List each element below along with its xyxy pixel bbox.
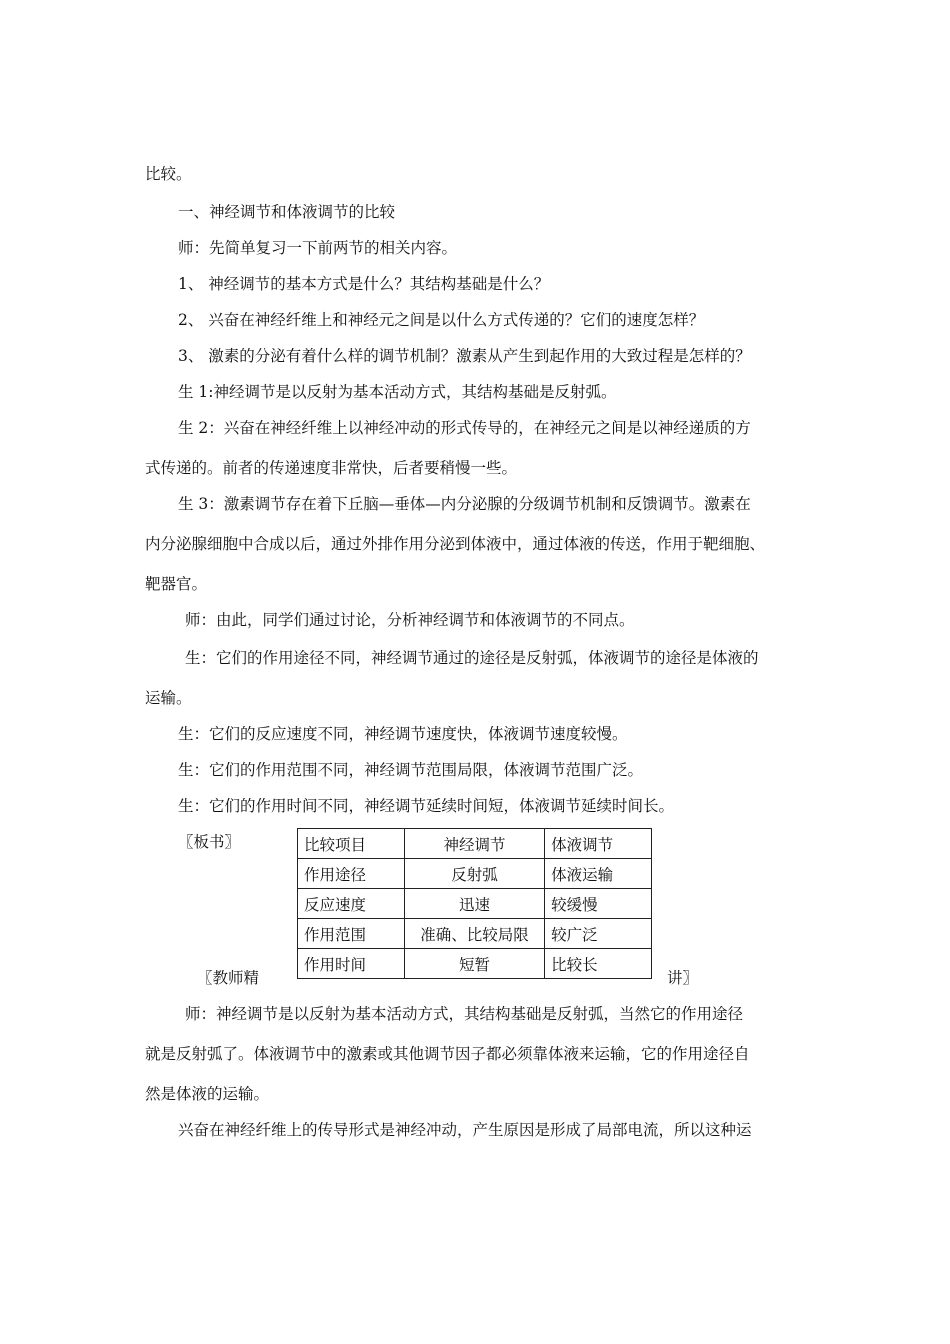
table-row (298, 949, 652, 979)
paragraph-line: 师：先简单复习一下前两节的相关内容。 (178, 239, 458, 257)
student-answer-speed: 生：它们的反应速度不同，神经调节速度快，体液调节速度较慢。 (178, 725, 628, 743)
teacher-label-left: 〖教师精 (197, 969, 260, 987)
answer-2-line-2: 式传递的。前者的传递速度非常快，后者要稍慢一些。 (145, 459, 518, 477)
teacher-explanation-line-1: 师：神经调节是以反射为基本活动方式，其结构基础是反射弧，当然它的作用途径 (185, 1005, 744, 1023)
comparison-table (297, 828, 652, 979)
teacher-explanation-line-4: 兴奋在神经纤维上的传导形式是神经冲动，产生原因是形成了局部电流，所以这种运 (178, 1121, 752, 1139)
answer-3-line-2: 内分泌腺细胞中合成以后，通过外排作用分泌到体液中，通过体液的传送，作用于靶细胞、 (145, 535, 766, 553)
question-2: 2、 兴奋在神经纤维上和神经元之间是以什么方式传递的？它们的速度怎样？ (178, 311, 705, 329)
table-cell: 短暂 (404, 949, 544, 979)
table-cell: 反应速度 (298, 889, 405, 919)
table-cell: 作用时间 (298, 949, 405, 979)
student-answer-time: 生：它们的作用时间不同，神经调节延续时间短，体液调节延续时间长。 (178, 797, 675, 815)
table-cell: 体液调节 (545, 829, 652, 859)
section-heading: 一、神经调节和体液调节的比较 (178, 203, 396, 221)
table-cell: 比较项目 (298, 829, 405, 859)
student-answer-path-line-2: 运输。 (145, 689, 192, 707)
table-cell: 反射弧 (404, 859, 544, 889)
board-label: 〖板书〗 (178, 833, 241, 851)
table-cell: 较缓慢 (545, 889, 652, 919)
table-cell: 较广泛 (545, 919, 652, 949)
table-row (298, 919, 652, 949)
answer-3-line-3: 靶器官。 (145, 575, 208, 593)
table-cell: 准确、比较局限 (404, 919, 544, 949)
table-row (298, 829, 652, 859)
answer-2-line-1: 生 2：兴奋在神经纤维上以神经冲动的形式传导的，在神经元之间是以神经递质的方 (178, 419, 751, 437)
table-cell: 神经调节 (404, 829, 544, 859)
teacher-explanation-line-3: 然是体液的运输。 (145, 1085, 270, 1103)
teacher-prompt: 师：由此，同学们通过讨论，分析神经调节和体液调节的不同点。 (185, 611, 635, 629)
table-row (298, 859, 652, 889)
answer-1: 生 1:神经调节是以反射为基本活动方式，其结构基础是反射弧。 (178, 383, 617, 401)
paragraph-line: 比较。 (145, 165, 192, 183)
table-cell: 体液运输 (545, 859, 652, 889)
table-row (298, 889, 652, 919)
table-cell: 作用途径 (298, 859, 405, 889)
question-1: 1、 神经调节的基本方式是什么？其结构基础是什么？ (178, 275, 550, 293)
student-answer-path-line-1: 生：它们的作用途径不同，神经调节通过的途径是反射弧，体液调节的途径是体液的 (185, 649, 759, 667)
teacher-explanation-line-2: 就是反射弧了。体液调节中的激素或其他调节因子都必须靠体液来运输，它的作用途径自 (145, 1045, 750, 1063)
student-answer-range: 生：它们的作用范围不同，神经调节范围局限，体液调节范围广泛。 (178, 761, 644, 779)
question-3: 3、 激素的分泌有着什么样的调节机制？激素从产生到起作用的大致过程是怎样的？ (178, 347, 751, 365)
table-cell: 比较长 (545, 949, 652, 979)
table-cell: 作用范围 (298, 919, 405, 949)
answer-3-line-1: 生 3：激素调节存在着下丘脑—垂体—内分泌腺的分级调节机制和反馈调节。激素在 (178, 495, 751, 513)
teacher-label-right: 讲〗 (667, 969, 699, 987)
table-cell: 迅速 (404, 889, 544, 919)
